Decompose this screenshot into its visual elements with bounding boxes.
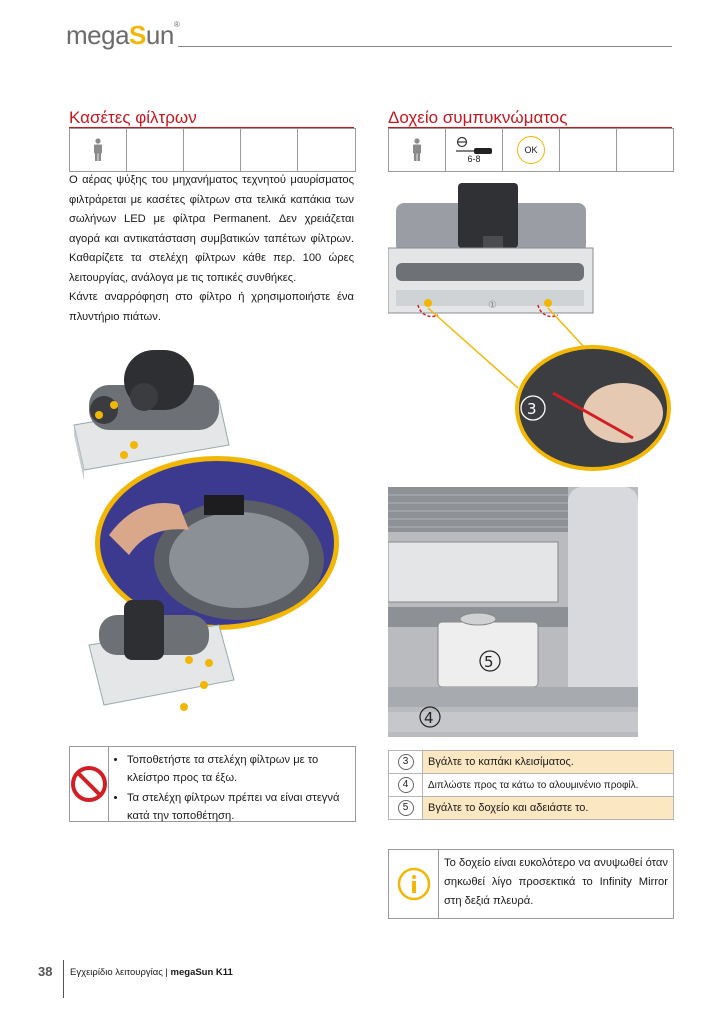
section-title-condensate: Δοχείο συμπυκνώματος: [388, 108, 568, 127]
step-number: 5: [398, 800, 414, 816]
requirements-table: [388, 128, 674, 172]
person-icon: [411, 138, 423, 162]
callout-5-number: 5: [484, 653, 494, 671]
requirements-table: [69, 128, 356, 172]
callout-1: ①: [488, 300, 497, 311]
paragraph: Ο αέρας ψύξης του μηχανήματος τεχνητού μαυρίσματος φιλτράρεται με κασέτες φίλτρων στα τελικά καπάκια των σωλήνων LED με φίλτρα Permanent. Δεν χρειάζεται αγορά και αντικατάσταση συμβατικών ταπέτων φίλτρων. Καθαρίζετε τα στελέχη φίλτρων κάθε περ. 100 ώρες λειτουργίας, ανάλογα με τις τοπικές συνθήκες.: [69, 174, 354, 284]
screw-closeup: [515, 345, 671, 471]
info-text: Το δοχείο είναι ευκολότερο να ανυψωθεί όταν σηκωθεί λίγο προσεκτικά το Infinity Mirror στη δεξιά πλευρά.: [444, 857, 668, 907]
steps-table: [388, 750, 674, 820]
step-number-cell: [389, 774, 423, 796]
step-row: [389, 797, 673, 819]
callout-3-number: 3: [527, 400, 537, 418]
person-icon-cell: [70, 129, 127, 171]
screwdriver-cell: [446, 129, 503, 171]
warning-box: [69, 746, 356, 822]
info-box: [388, 849, 674, 919]
info-icon: [397, 867, 431, 901]
step-text: Βγάλτε το καπάκι κλεισίματος.: [423, 751, 673, 773]
footer-text: Εγχειρίδιο λειτουργίας | megaSun K11: [70, 967, 233, 978]
prohibition-cell: [70, 747, 109, 821]
info-icon-cell: [389, 850, 439, 918]
step-number-cell: [389, 797, 423, 819]
header-rule: [178, 46, 672, 47]
ok-cell: [503, 129, 560, 171]
screwdriver-icon: [452, 136, 496, 156]
page-number: 38: [38, 964, 53, 979]
person-icon-cell: [389, 129, 446, 171]
footer-divider: [63, 960, 64, 998]
section-title-filters: Κασέτες φίλτρων: [69, 108, 197, 127]
condensate-container-photo: [388, 487, 638, 737]
step-number: 3: [398, 754, 414, 770]
warning-list: [109, 747, 355, 821]
tool-size-label: 6-8: [467, 154, 481, 164]
filter-description: [69, 171, 354, 327]
empty-cell: [184, 129, 241, 171]
prohibition-icon: [70, 765, 108, 803]
empty-cell: [127, 129, 184, 171]
empty-cell: [560, 129, 617, 171]
condensate-device-illustration: [388, 178, 672, 478]
footer-product: megaSun K11: [170, 967, 233, 978]
empty-cell: [617, 129, 673, 171]
empty-cell: [298, 129, 355, 171]
ok-badge: OK: [517, 136, 545, 164]
logo: megaSun®: [66, 20, 180, 50]
warning-item: • Τα στελέχη φίλτρων πρέπει να είναι στεγνά κατά την τοποθέτηση.: [127, 789, 349, 825]
step-number-cell: [389, 751, 423, 773]
paragraph: Κάντε αναρρόφηση στο φίλτρο ή χρησιμοποιήστε ένα πλυντήριο πιάτων.: [69, 291, 354, 323]
filter-cassette-illustration: [69, 345, 354, 740]
warning-item: • Τοποθετήστε τα στελέχη φίλτρων με το κλείστρο προς τα έξω.: [127, 751, 349, 787]
step-text: Βγάλτε το δοχείο και αδειάστε το.: [423, 797, 673, 819]
step-text: Διπλώστε προς τα κάτω το αλουμινένιο προφίλ.: [428, 779, 639, 791]
step-row: [389, 751, 673, 774]
step-number: 4: [398, 777, 414, 793]
callout-4-number: 4: [424, 709, 434, 727]
empty-cell: [241, 129, 298, 171]
person-icon: [92, 138, 104, 162]
step-row: [389, 774, 673, 797]
